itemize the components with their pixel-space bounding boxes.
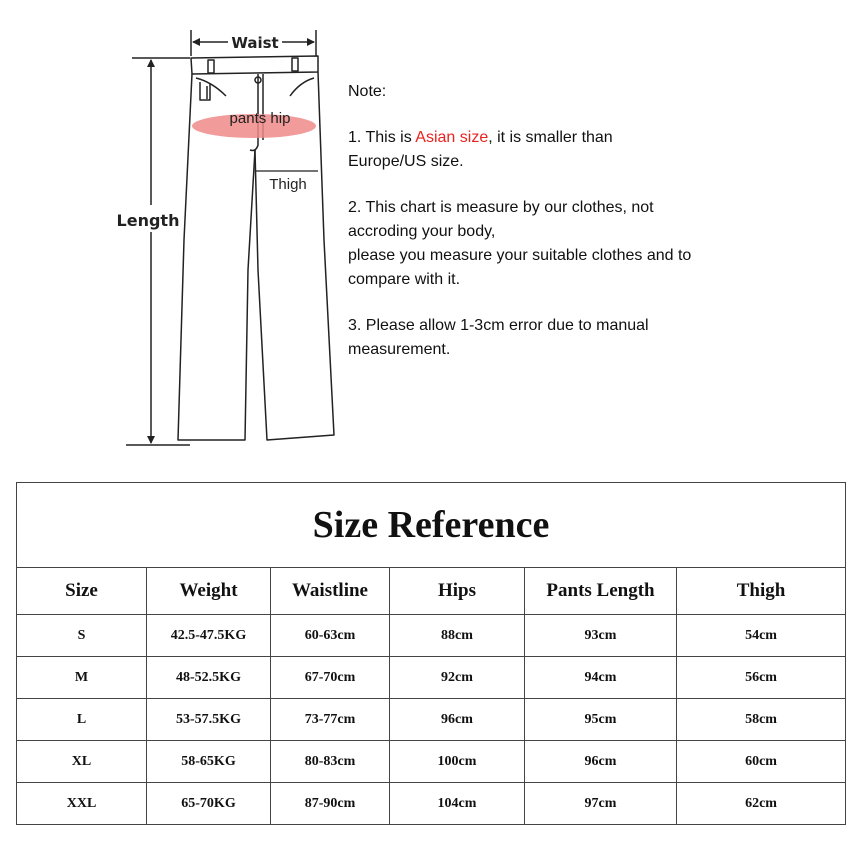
cell-weight: 58-65KG <box>147 741 271 783</box>
table-row <box>17 741 846 783</box>
table-row <box>17 657 846 699</box>
table-title-row <box>17 483 846 568</box>
cell-hips: 92cm <box>390 657 525 699</box>
note-2-line-4: compare with it. <box>348 271 461 288</box>
cell-pants-length: 94cm <box>525 657 677 699</box>
cell-pants-length: 97cm <box>525 783 677 825</box>
note-3-line-2: measurement. <box>348 341 451 358</box>
notes-section <box>348 80 818 362</box>
cell-weight: 42.5-47.5KG <box>147 615 271 657</box>
note-2-line-2: accroding your body, <box>348 223 496 240</box>
table-row <box>17 615 846 657</box>
table-header-row <box>17 568 846 615</box>
cell-hips: 88cm <box>390 615 525 657</box>
header-thigh: Thigh <box>677 568 846 615</box>
cell-pants-length: 93cm <box>525 615 677 657</box>
note-3-line-1: 3. Please allow 1-3cm error due to manual <box>348 317 649 334</box>
cell-thigh: 62cm <box>677 783 846 825</box>
asian-size-highlight: Asian size <box>415 129 489 146</box>
header-size: Size <box>17 568 147 615</box>
cell-size: S <box>17 615 147 657</box>
thigh-dimension <box>256 171 318 193</box>
cell-waistline: 80-83cm <box>271 741 390 783</box>
cell-thigh: 54cm <box>677 615 846 657</box>
note-2-line-1: 2. This chart is measure by our clothes, not <box>348 199 654 216</box>
cell-thigh: 58cm <box>677 699 846 741</box>
header-waistline: Waistline <box>271 568 390 615</box>
cell-hips: 96cm <box>390 699 525 741</box>
waist-dimension <box>191 30 316 56</box>
size-reference-table-container <box>16 482 845 825</box>
note-2-line-3: please you measure your suitable clothes and to <box>348 247 692 264</box>
pants-hip-label: pants hip <box>229 110 291 127</box>
thigh-label: Thigh <box>269 176 307 193</box>
header-hips: Hips <box>390 568 525 615</box>
header-weight: Weight <box>147 568 271 615</box>
cell-pants-length: 96cm <box>525 741 677 783</box>
table-title: Size Reference <box>17 483 846 568</box>
cell-weight: 53-57.5KG <box>147 699 271 741</box>
cell-waistline: 60-63cm <box>271 615 390 657</box>
table-row <box>17 783 846 825</box>
waist-label: Waist <box>231 34 279 52</box>
cell-size: M <box>17 657 147 699</box>
cell-hips: 100cm <box>390 741 525 783</box>
cell-hips: 104cm <box>390 783 525 825</box>
cell-waistline: 73-77cm <box>271 699 390 741</box>
size-reference-table <box>16 482 846 825</box>
note-1-line-2: Europe/US size. <box>348 153 464 170</box>
length-label: Length <box>116 211 180 230</box>
cell-weight: 48-52.5KG <box>147 657 271 699</box>
table-row <box>17 699 846 741</box>
note-1-suffix: , it is smaller than <box>488 129 613 146</box>
cell-pants-length: 95cm <box>525 699 677 741</box>
cell-size: XL <box>17 741 147 783</box>
cell-size: XXL <box>17 783 147 825</box>
header-pants-length: Pants Length <box>525 568 677 615</box>
note-1 <box>348 126 818 150</box>
cell-waistline: 67-70cm <box>271 657 390 699</box>
pants-measurement-diagram <box>0 0 340 460</box>
cell-size: L <box>17 699 147 741</box>
cell-thigh: 56cm <box>677 657 846 699</box>
cell-waistline: 87-90cm <box>271 783 390 825</box>
cell-thigh: 60cm <box>677 741 846 783</box>
cell-weight: 65-70KG <box>147 783 271 825</box>
notes-heading: Note: <box>348 83 387 100</box>
note-1-prefix: 1. This is <box>348 129 416 146</box>
